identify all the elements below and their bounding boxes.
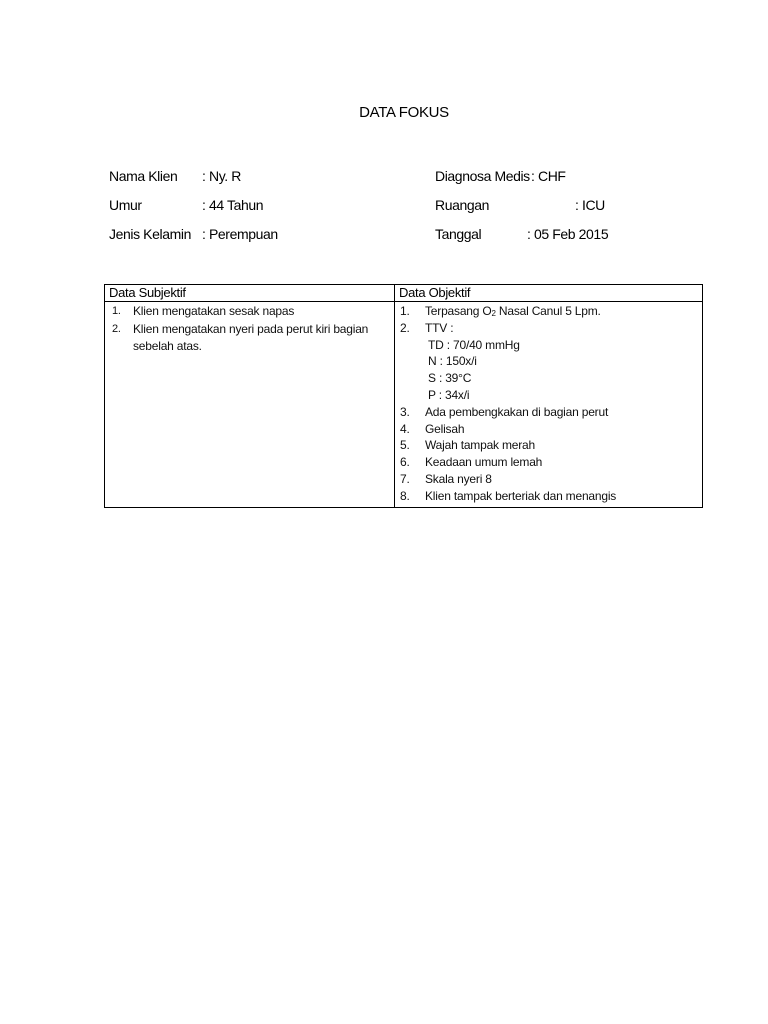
subjektif-list <box>109 303 390 355</box>
list-text: TTV : <box>425 320 454 335</box>
list-item <box>399 303 698 320</box>
list-number: 2. <box>400 320 410 335</box>
diagnosa-medis-label: Diagnosa Medis <box>435 168 530 184</box>
list-text: Gelisah <box>425 421 465 436</box>
header-subjektif: Data Subjektif <box>105 285 395 302</box>
oxygen-text: Terpasang O <box>425 304 492 318</box>
list-item <box>109 321 390 355</box>
list-item <box>399 421 698 438</box>
list-item <box>399 437 698 454</box>
tanggal-value: : 05 Feb 2015 <box>527 226 609 242</box>
ttv-td: TD : 70/40 mmHg <box>428 337 520 352</box>
ttv-n: N : 150x/i <box>428 354 477 369</box>
ruangan-label: Ruangan <box>435 197 490 213</box>
list-number: 7. <box>400 471 410 486</box>
jenis-kelamin-label: Jenis Kelamin <box>109 226 191 242</box>
list-text: Wajah tampak merah <box>425 438 536 453</box>
ttv-item <box>399 387 698 404</box>
ruangan-value: : ICU <box>575 197 605 213</box>
table-header-row <box>105 285 703 302</box>
objektif-list <box>399 303 698 505</box>
nama-klien-label: Nama Klien <box>109 168 178 184</box>
list-item <box>399 404 698 421</box>
header-objektif: Data Objektif <box>395 285 703 302</box>
jenis-kelamin-value: : Perempuan <box>202 226 278 242</box>
list-text: Klien mengatakan sesak napas <box>133 304 295 318</box>
list-number: 6. <box>400 455 410 470</box>
list-number: 1. <box>112 305 121 317</box>
subjektif-cell <box>105 302 395 508</box>
list-number: 4. <box>400 421 410 436</box>
list-text: Klien tampak berteriak dan menangis <box>425 488 617 503</box>
nama-klien-value: : Ny. R <box>202 168 241 184</box>
list-number: 3. <box>400 404 410 419</box>
page-title: DATA FOKUS <box>359 104 449 121</box>
list-item <box>399 488 698 505</box>
list-number: 2. <box>112 323 121 336</box>
list-number: 1. <box>400 304 410 318</box>
ttv-s: S : 39°C <box>428 371 472 386</box>
data-fokus-table <box>104 284 703 508</box>
tanggal-label: Tanggal <box>435 226 482 242</box>
list-text: Skala nyeri 8 <box>425 471 492 486</box>
list-text: Klien mengatakan nyeri pada perut kiri bagian sebelah atas. <box>133 322 369 354</box>
list-item <box>109 303 390 320</box>
list-text: Keadaan umum lemah <box>425 455 543 470</box>
list-number: 5. <box>400 438 410 453</box>
list-item <box>399 471 698 488</box>
diagnosa-medis-value: : CHF <box>531 168 566 184</box>
ttv-item <box>399 353 698 370</box>
objektif-cell <box>395 302 703 508</box>
umur-value: : 44 Tahun <box>202 197 264 213</box>
ttv-p: P : 34x/i <box>428 387 470 402</box>
oxygen-subscript: 2 <box>491 309 496 318</box>
umur-label: Umur <box>109 197 142 213</box>
list-item <box>399 320 698 337</box>
list-item <box>399 454 698 471</box>
list-text <box>425 303 698 320</box>
list-text: Ada pembengkakan di bagian perut <box>425 404 609 419</box>
list-number: 8. <box>400 488 410 503</box>
ttv-item <box>399 370 698 387</box>
table-row <box>105 302 703 508</box>
ttv-item <box>399 337 698 354</box>
oxygen-text-post: Nasal Canul 5 Lpm. <box>495 304 601 318</box>
